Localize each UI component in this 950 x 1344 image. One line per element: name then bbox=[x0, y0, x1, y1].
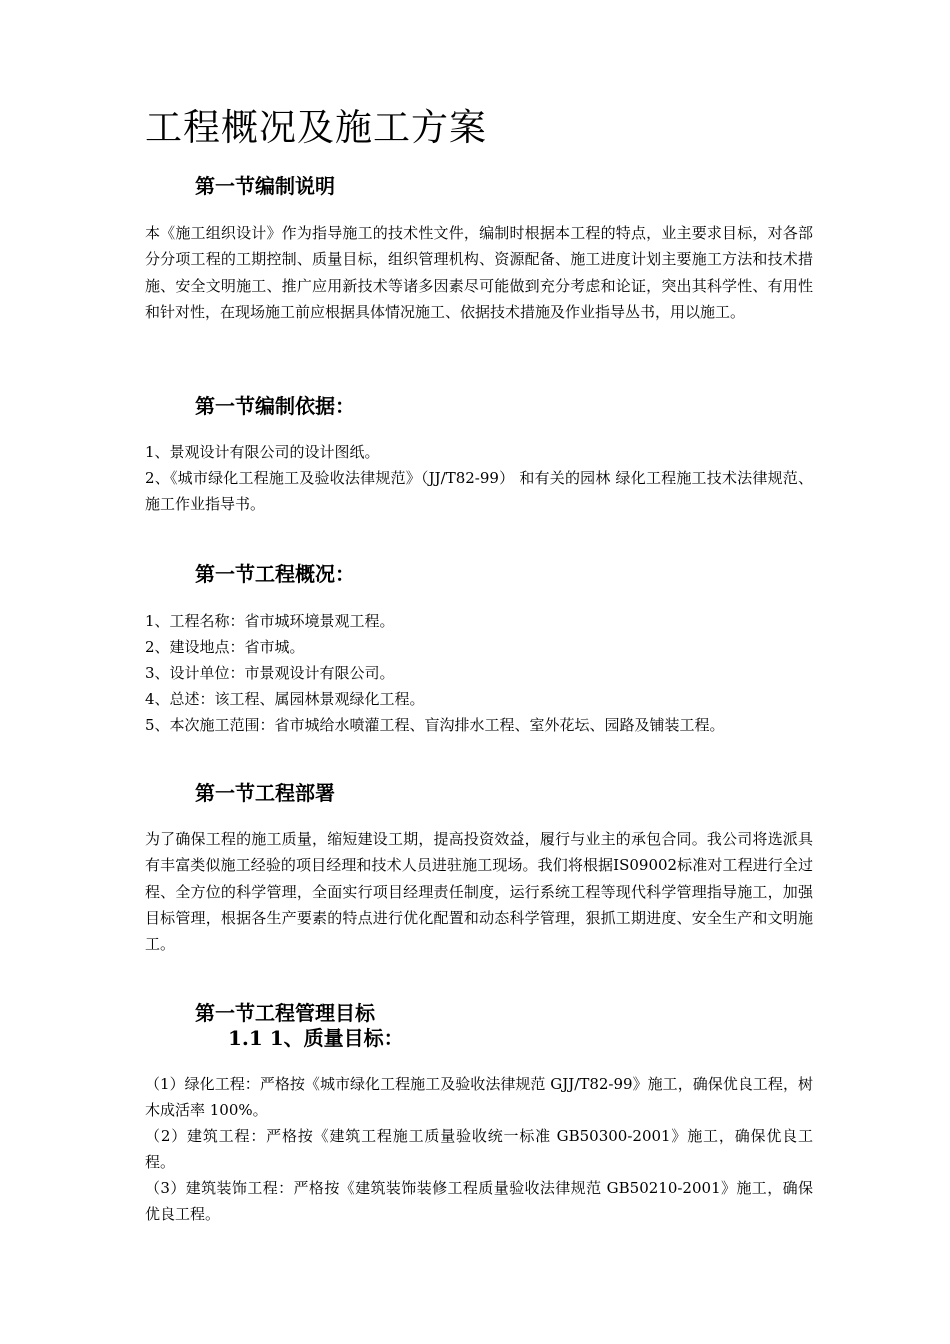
section-paragraph-project-deployment: 为了确保工程的施工质量，缩短建设工期，提高投资效益，履行与业主的承包合同。我公司将选派具有丰富类似施工经验的项目经理和技术人员进驻施工现场。我们将根据IS09002标准对工程进行全过程、全方位的科学管理，全面实行项目经理责任制度，运行系统工程等现代科学管理指导施工，加强目标管理，根据各生产要素的特点进行优化配置和动态科学管理，狠抓工期进度、安全生产和文明施工。 bbox=[145, 830, 813, 954]
list-item: 1、工程名称：省市城环境景观工程。 bbox=[145, 612, 395, 630]
document-title: 工程概况及施工方案 bbox=[145, 106, 487, 149]
list-item: （1）绿化工程：严格按《城市绿化工程施工及验收法律规范 GJJ/T82-99》施工，确保优良工程，树木成活率 100%。 bbox=[145, 1075, 813, 1119]
section-heading-compilation-basis: 第一节编制依据： bbox=[195, 394, 355, 418]
section-heading-compilation-notes: 第一节编制说明 bbox=[195, 174, 335, 198]
list-item: 2、建设地点：省市城。 bbox=[145, 638, 305, 656]
list-item: （2）建筑工程：严格按《建筑工程施工质量验收统一标准 GB50300-2001》施工，确保优良工程。 bbox=[145, 1127, 813, 1171]
section-heading-project-overview: 第一节工程概况： bbox=[195, 562, 355, 586]
section-heading-management-goals: 第一节工程管理目标 bbox=[195, 1001, 375, 1025]
basis-list bbox=[145, 439, 813, 517]
list-item: 1、景观设计有限公司的设计图纸。 bbox=[145, 443, 380, 461]
subheading-quality-goals: 1.1 1、质量目标： bbox=[228, 1026, 404, 1050]
list-item: 3、设计单位：市景观设计有限公司。 bbox=[145, 664, 395, 682]
list-item: 2、《城市绿化工程施工及验收法律规范》（JJ/T82-99） 和有关的园林 绿化工程施工技术法律规范、施工作业指导书。 bbox=[145, 469, 813, 513]
quality-goals-list bbox=[145, 1071, 813, 1227]
list-item: 5、本次施工范围：省市城给水喷灌工程、盲沟排水工程、室外花坛、园路及铺装工程。 bbox=[145, 716, 725, 734]
list-item: （3）建筑装饰工程：严格按《建筑装饰装修工程质量验收法律规范 GB50210-2001》施工，确保优良工程。 bbox=[145, 1179, 813, 1223]
overview-list bbox=[145, 608, 813, 738]
section-paragraph-compilation-notes: 本《施工组织设计》作为指导施工的技术性文件，编制时根据本工程的特点，业主要求目标，对各部分分项工程的工期控制、质量目标，组织管理机构、资源配备、施工进度计划主要施工方法和技术措施、安全文明施工、推广应用新技术等诸多因素尽可能做到充分考虑和论证，突出其科学性、有用性和针对性，在现场施工前应根据具体情况施工、依据技术措施及作业指导丛书，用以施工。 bbox=[145, 224, 813, 321]
list-item: 4、总述：该工程、属园林景观绿化工程。 bbox=[145, 690, 425, 708]
section-heading-project-deployment: 第一节工程部署 bbox=[195, 781, 335, 805]
